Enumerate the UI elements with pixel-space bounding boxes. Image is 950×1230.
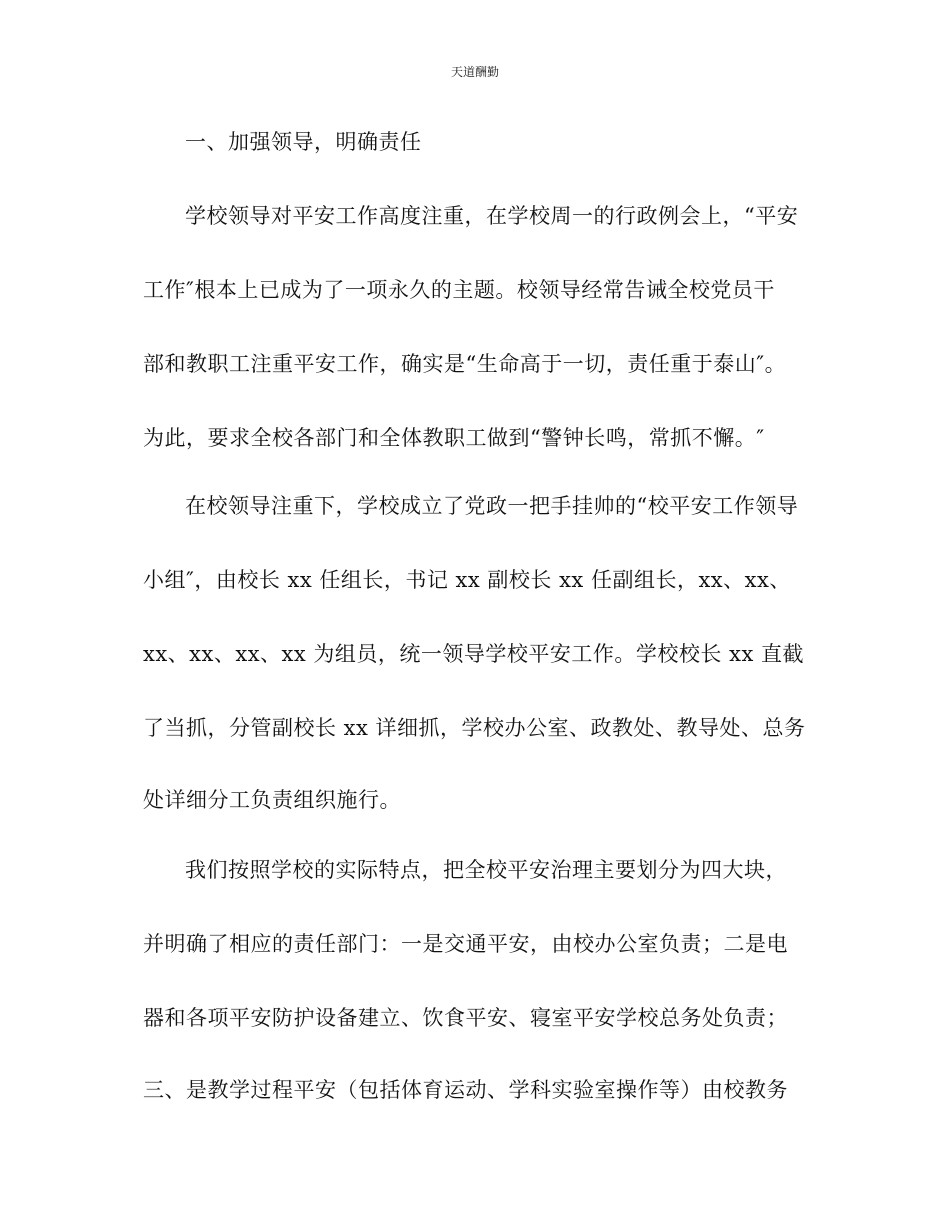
- paragraph-line: 器和各项平安防护设备建立、饮食平安、寝室平安学校总务处负责；: [143, 1006, 788, 1030]
- paragraph-line: 为此，要求全校各部门和全体教职工做到“警钟长鸣，常抓不懈。″: [143, 426, 765, 450]
- paragraph-line: 处详细分工负责组织施行。: [143, 788, 401, 812]
- paragraph-line: 了当抓，分管副校长 xx 详细抓，学校办公室、政教处、教导处、总务: [143, 716, 806, 740]
- paragraph-line: 工作″根本上已成为了一项永久的主题。校领导经常告诫全校党员干: [143, 278, 775, 302]
- paragraph-line: 部和教职工注重平安工作，确实是“生命高于一切，责任重于泰山″。: [143, 352, 787, 376]
- section-heading: 一、加强领导，明确责任: [185, 130, 422, 154]
- page-header: 天道酬勤: [450, 65, 499, 79]
- paragraph-line: 我们按照学校的实际特点，把全校平安治理主要划分为四大块，: [185, 858, 787, 882]
- paragraph-line: 在校领导注重下，学校成立了党政一把手挂帅的“校平安工作领导: [185, 494, 799, 518]
- paragraph-line: 学校领导对平安工作高度注重，在学校周一的行政例会上，“平安: [185, 204, 799, 228]
- paragraph-line: xx、xx、xx、xx 为组员，统一领导学校平安工作。学校校长 xx 直截: [143, 642, 804, 666]
- paragraph-line: 并明确了相应的责任部门：一是交通平安，由校办公室负责；二是电: [143, 932, 788, 956]
- paragraph-line: 小组″，由校长 xx 任组长，书记 xx 副校长 xx 任副组长，xx、xx、: [143, 568, 791, 592]
- paragraph-line: 三、是教学过程平安（包括体育运动、学科实验室操作等）由校教务: [143, 1078, 788, 1102]
